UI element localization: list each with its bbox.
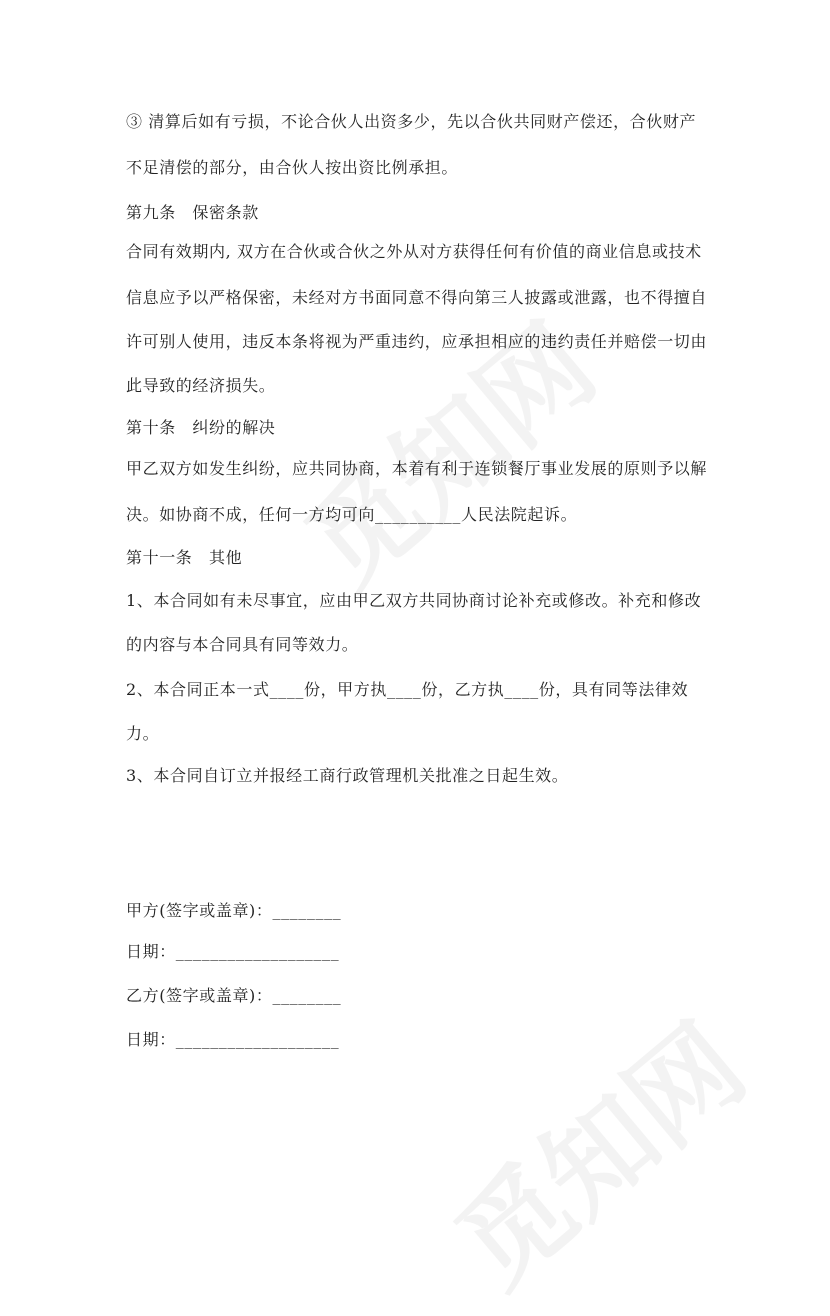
section-heading: 第九条 保密条款 xyxy=(126,203,259,222)
paragraph-line: 力。 xyxy=(126,724,160,743)
paragraph-line: 1、本合同如有未尽事宜，应由甲乙双方共同协商讨论补充或修改。补充和修改 xyxy=(126,591,702,610)
paragraph-line: 的内容与本合同具有同等效力。 xyxy=(126,635,359,654)
paragraph-line: 此导致的经济损失。 xyxy=(126,376,276,395)
paragraph-line: 3、本合同自订立并报经工商行政管理机关批准之日起生效。 xyxy=(126,766,569,785)
party-b-signature-line: 乙方(签字或盖章)：________ xyxy=(126,986,342,1005)
paragraph-line: 许可别人使用，违反本条将视为严重违约，应承担相应的违约责任并赔偿一切由 xyxy=(126,332,708,351)
paragraph-line: 合同有效期内, 双方在合伙或合伙之外从对方获得任何有价值的商业信息或技术 xyxy=(126,242,702,261)
section-heading: 第十一条 其他 xyxy=(126,548,243,567)
party-a-date-line: 日期：___________________ xyxy=(126,942,340,961)
paragraph-line: 甲乙双方如发生纠纷，应共同协商，本着有利于连锁餐厅事业发展的原则予以解 xyxy=(126,459,708,478)
watermark xyxy=(418,982,772,1315)
paragraph-line: 不足清偿的部分，由合伙人按出资比例承担。 xyxy=(126,158,459,177)
section-heading: 第十条 纠纷的解决 xyxy=(126,418,276,437)
party-b-date-line: 日期：___________________ xyxy=(126,1030,340,1049)
party-a-signature-line: 甲方(签字或盖章)：________ xyxy=(126,901,342,920)
paragraph-line: 2、本合同正本一式____份，甲方执____份，乙方执____份，具有同等法律效 xyxy=(126,680,689,699)
paragraph-line: ③ 清算后如有亏损，不论合伙人出资多少，先以合伙共同财产偿还，合伙财产 xyxy=(126,112,697,131)
paragraph-line: 决。如协商不成，任何一方均可向__________人民法院起诉。 xyxy=(126,505,578,524)
paragraph-line: 信息应予以严格保密，未经对方书面同意不得向第三人披露或泄露，也不得擅自 xyxy=(126,288,708,307)
